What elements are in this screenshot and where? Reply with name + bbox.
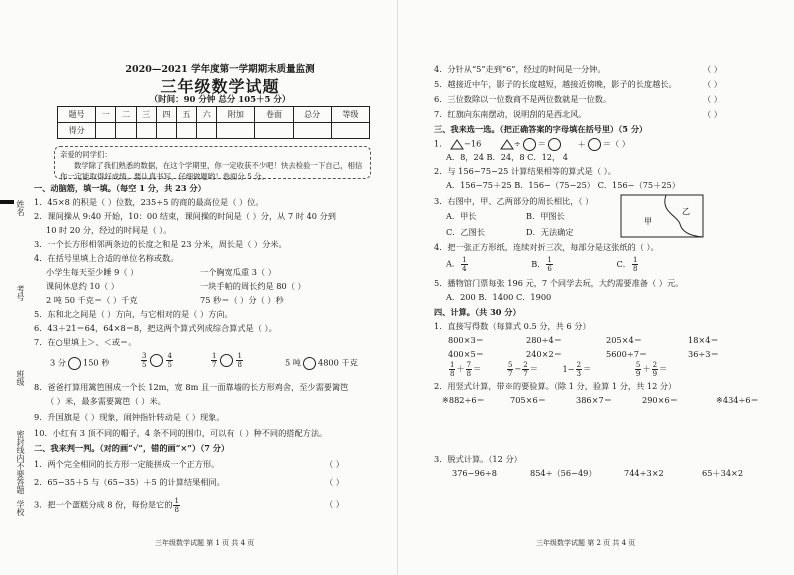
score-blank[interactable]: [96, 123, 116, 139]
judge-1: 1．两个完全相同的长方形一定能拼成一个正方形。: [34, 459, 220, 469]
score-blank[interactable]: [116, 123, 136, 139]
calc-item: ※434÷6＝: [716, 395, 759, 405]
choice-4: 4．把一张正方形纸，连续对折三次，每部分是这张纸的（ ）。: [434, 242, 659, 252]
score-cell: 三: [136, 107, 156, 123]
exam-period: 2020—2021 学年度第一学期期末质量监测: [125, 64, 315, 75]
score-cell: 总分: [293, 107, 331, 123]
calc-item: 280÷4＝: [526, 335, 562, 345]
choice-3-c: C．乙图长: [446, 227, 486, 237]
score-blank[interactable]: [255, 123, 293, 139]
score-blank[interactable]: [293, 123, 331, 139]
calc-2-title: 2．用竖式计算，带※的要验算。（除 1 分，验算 1 分，共 12 分）: [434, 381, 677, 391]
score-blank[interactable]: [176, 123, 196, 139]
question-6: 6．43＋21＝64，64×8＝8，把这两个算式列成综合算式是（ ）。: [34, 323, 277, 333]
choice-2-options: A．156−75＋25 B．156−（75−25） C．156−（75＋25）: [446, 180, 680, 190]
score-cell: 四: [156, 107, 176, 123]
compare-4: 5 吨 4800 千克: [285, 357, 358, 370]
circle-icon: [523, 138, 536, 151]
question-4: 4．在括号里填上合适的单位名称或数。: [34, 253, 179, 263]
calc-item: ※882÷6＝: [442, 395, 485, 405]
choice-2: 2．与 156−75−25 计算结果相等的算式是（ ）。: [434, 166, 616, 176]
region-jia: 甲: [644, 217, 652, 226]
number-label: 考号: [16, 285, 25, 301]
compare-2: $\frac{3}{5}$ $\frac{4}{5}$: [142, 352, 172, 369]
notice-text: 你一定能取得好成绩。要认真书写，仔细做题哟！卷面分 5 分。: [60, 172, 269, 181]
class-label: 班级: [16, 370, 25, 386]
calc-item: 744÷3×2: [624, 468, 664, 478]
question-5: 5．东和北之间是（ ）方向，与它相对的是（ ）方向。: [34, 309, 233, 319]
judge-6-paren[interactable]: （ ）: [703, 94, 722, 104]
choice-3-a: A．甲长: [446, 211, 477, 221]
question-4b: 一个胸宽瓜重 3（ ）: [200, 267, 276, 277]
question-3: 3．一个长方形相邻两条边的长度之和是 23 分米，周长是（ ）分米。: [34, 239, 287, 249]
question-4e: 2 吨 50 千克＝（ ）千克: [46, 295, 138, 305]
choice-3-d: D．无法确定: [526, 227, 574, 237]
judge-2: 2．65−35＋5 与（65−35）＋5 的计算结果相同。: [34, 477, 225, 487]
score-cell: 附加: [217, 107, 255, 123]
choice-3: 3．右图中，甲、乙两部分的周长相比，（ ）: [434, 196, 594, 206]
judge-3: 3．把一个蛋糕分成 8 份，每份是它的 $\frac{1}{8}$: [34, 497, 179, 514]
calc-item: 65＋34×2: [702, 468, 744, 478]
calc-item: 18×4＝: [688, 335, 719, 345]
calc-item: 400×5＝: [448, 349, 484, 359]
choice-5: 5．播物馆门票每张 196 元，7 个同学去玩，大约需要准备（ ）元。: [434, 278, 684, 288]
section-2-title: 二、我来判一判。（对的画“√”，错的画“×”）（7 分）: [34, 443, 230, 453]
name-label: 姓名: [16, 200, 25, 216]
page-footer: 三年级数学试题 第 2 页 共 4 页: [536, 539, 636, 547]
score-cell: 二: [116, 107, 136, 123]
triangle-icon: [500, 139, 514, 150]
choice-1-options: A．8，24 B．24，8 C．12， 4: [446, 152, 569, 162]
score-cell: 得分: [58, 123, 96, 139]
region-yi: 乙: [682, 207, 690, 216]
compare-3: $\frac{1}{7}$ $\frac{1}{8}$: [212, 352, 242, 369]
calc-3-title: 3．脱式计算。（12 分）: [434, 454, 522, 464]
score-blank[interactable]: [331, 123, 369, 139]
compare-circle[interactable]: [150, 354, 163, 367]
notice-text: 数学除了我们熟悉的数据，在这个学期里，你一定收获不少吧！快去检验一下自己，相信: [74, 161, 363, 170]
score-blank[interactable]: [217, 123, 255, 139]
question-8-cont: （ ）米，最多需要篱笆（ ）米。: [46, 396, 166, 406]
score-blank[interactable]: [156, 123, 176, 139]
choice-1: 1． −16 ÷ ＝ ＋ ＝（ ）: [434, 138, 630, 151]
choice-4-options: A． $\frac{1}{4}$ B． $\frac{1}{6}$ C． $\frac{1}{8}$: [446, 256, 638, 273]
region-diagram: [620, 194, 704, 238]
judge-5: 5．越接近中午，影子的长度越短，越接近傍晚，影子的长度越长。: [434, 79, 677, 89]
calc-item: 376−96÷8: [452, 468, 497, 478]
question-8: 8．爸爸打算用篱笆围成一个长 12m，宽 8m 且一面靠墙的长方形鸡舍，至少需要篱笆: [34, 382, 349, 392]
right-page: [397, 0, 794, 575]
question-10: 10．小红有 3 顶不同的帽子，4 条不同的围巾，可以有（ ）种不同的搭配方法。: [34, 428, 328, 438]
judge-4-paren[interactable]: （ ）: [703, 64, 722, 74]
judge-1-paren[interactable]: （ ）: [325, 459, 344, 469]
exam-time: （时间：90 分钟 总分 105＋5 分）: [149, 95, 291, 105]
margin-mark: [0, 200, 14, 204]
question-2: 2．课间操从 9:40 开始，10：00 结束，课间操的时间是（ ）分，从 7 时 40 分到: [34, 211, 336, 221]
section-3-title: 三、我来选一选。（把正确答案的字母填在括号里）（5 分）: [434, 124, 648, 134]
calc-item: 800×3＝: [448, 335, 484, 345]
score-cell: 五: [176, 107, 196, 123]
seal-text: 密封线内不要答题: [16, 430, 25, 494]
section-4-title: 四、计算。（共 30 分）: [434, 307, 521, 317]
compare-circle[interactable]: [220, 354, 233, 367]
calc-item: 205×4＝: [606, 335, 642, 345]
compare-1: 3 分 150 秒: [50, 357, 109, 370]
question-2-cont: 10 时 20 分，经过的时间是（ ）。: [46, 225, 172, 235]
calc-fraction-row: $\frac{1}{8}$ ＋ $\frac{7}{8}$ ＝ $\frac{5}{7}$ − $\frac{2}{7}$ ＝ 1− $\frac{2}{3}$ ＝ $\frac{5}{9}$ ＋ $\frac{2}{9}$ ＝: [450, 361, 668, 378]
choice-5-options: A．200 B．1400 C．1900: [446, 292, 552, 302]
judge-2-paren[interactable]: （ ）: [325, 477, 344, 487]
triangle-icon: [450, 139, 464, 150]
score-cell: 等级: [331, 107, 369, 123]
judge-6: 6．三位数除以一位数商不是两位数就是一位数。: [434, 94, 612, 104]
judge-7-paren[interactable]: （ ）: [703, 109, 722, 119]
question-4d: 一块手帕的周长约是 80（ ）: [200, 281, 306, 291]
judge-3-paren[interactable]: （ ）: [325, 499, 344, 509]
calc-item: 240×2＝: [526, 349, 562, 359]
exam-title: 三年级数学试题: [160, 77, 280, 96]
school-label: 学校: [16, 500, 25, 516]
compare-circle[interactable]: [303, 357, 316, 370]
judge-5-paren[interactable]: （ ）: [703, 79, 722, 89]
calc-item: 290×6＝: [642, 395, 678, 405]
question-4c: 课间休息约 10（ ）: [46, 281, 119, 291]
question-4f: 75 秒＝（ ）分（ ）秒: [200, 295, 284, 305]
score-cell: 六: [197, 107, 217, 123]
calc-item: 854÷（56−49）: [530, 468, 597, 478]
page-footer: 三年级数学试题 第 1 页 共 4 页: [155, 539, 255, 547]
calc-1-title: 1．直接写得数（每算式 0.5 分，共 6 分）: [434, 321, 591, 331]
calc-item: 705×6＝: [510, 395, 546, 405]
judge-4: 4．分针从“5”走到“6”，经过的时间是一分钟。: [434, 64, 606, 74]
circle-icon: [588, 138, 601, 151]
question-1: 1．45×8 的积是（ ）位数，235÷5 的商的最高位是（ ）位。: [34, 197, 264, 207]
choice-3-b: B．甲图长: [526, 211, 565, 221]
binding-strip: [14, 170, 26, 535]
score-cell: 卷面: [255, 107, 293, 123]
score-blank[interactable]: [197, 123, 217, 139]
question-4a: 小学生每天至少睡 9（ ）: [46, 267, 139, 277]
judge-7: 7．红旗向东南摆动，说明刮的是西北风。: [434, 109, 587, 119]
compare-circle[interactable]: [68, 357, 81, 370]
notice-box: [54, 146, 371, 179]
question-9: 9．升国旗是（ ）现象，闹钟指针转动是（ ）现象。: [34, 412, 225, 422]
score-cell: 一: [96, 107, 116, 123]
calc-item: 386×7＝: [576, 395, 612, 405]
score-blank[interactable]: [136, 123, 156, 139]
calc-item: 36÷3＝: [688, 349, 719, 359]
notice-greeting: 亲爱的同学们：: [60, 150, 112, 159]
circle-icon: [548, 138, 561, 151]
section-1-title: 一、动脑筋，填一填。（每空 1 分，共 23 分）: [34, 183, 206, 193]
score-cell: 题号: [58, 107, 96, 123]
score-table: [57, 106, 370, 139]
question-7: 7．在○里填上＞、＜或＝。: [34, 337, 137, 347]
calc-item: 5600÷7＝: [606, 349, 648, 359]
